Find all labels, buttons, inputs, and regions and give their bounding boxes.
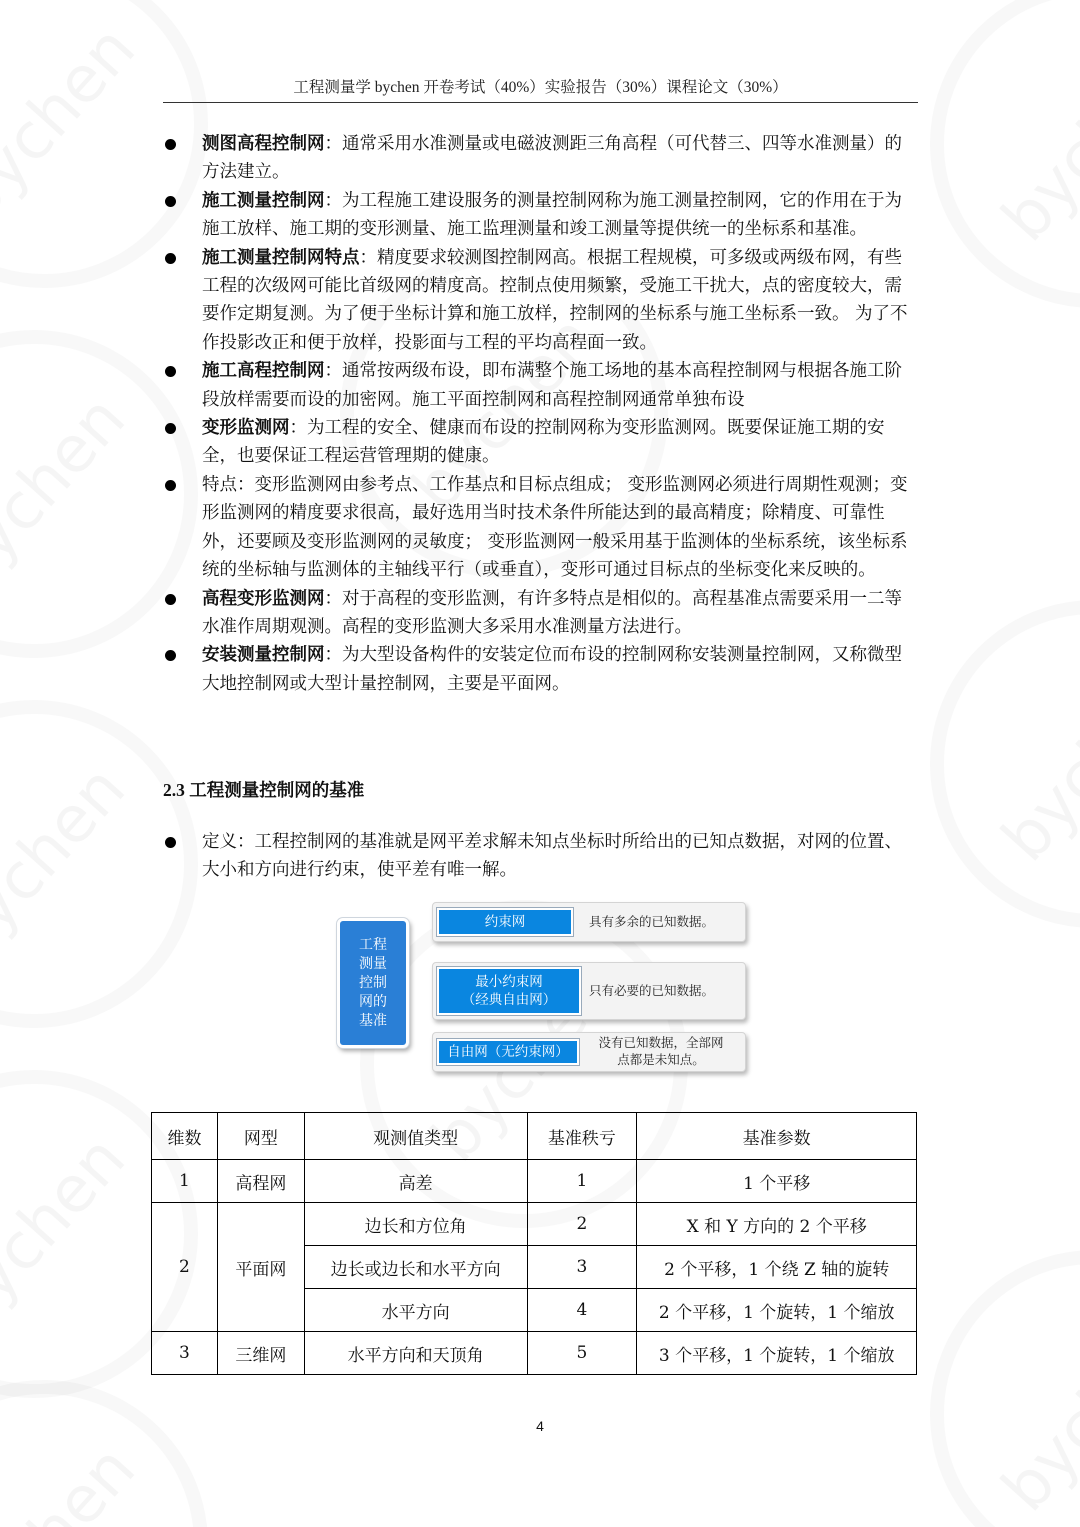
desc-line: 具有多余的已知数据。: [589, 914, 715, 929]
table-cell: 2 个平移，1 个绕 Z 轴的旋转: [637, 1246, 917, 1289]
table-row: [152, 1332, 917, 1375]
diagram-tag: [437, 908, 573, 936]
bullet-dot: [165, 253, 176, 264]
table-cell: 2: [527, 1203, 637, 1246]
desc-line: 只有必要的已知数据。: [589, 983, 715, 998]
bullet-item: [163, 414, 918, 471]
col-header: 基准秩亏: [527, 1113, 637, 1160]
bullet-text: 特点：变形监测网由参考点、工作基点和目标点组成； 变形监测网必须进行周期性观测；变形监测网的精度要求很高，最好选用当时技术条件所能达到的最高精度；除精度、可靠性外，还要顾及变形监测网的灵敏度； 变形监测网一般采用基于监测体的坐标系统，该坐标系统的坐标轴与监测体的主轴线平行（或垂直），变形可通过目标点的坐标变化来反映的。: [202, 474, 908, 581]
table-cell: 3: [527, 1246, 637, 1289]
table-cell: 2 个平移，1 个旋转，1 个缩放: [637, 1289, 917, 1332]
diagram-tag: [437, 967, 581, 1015]
bullet-text: 为工程的安全、健康而布设的控制网称为变形监测网。既要保证施工期的安全，也要保证工程运营管理期的健康。: [202, 418, 885, 467]
table-cell: 4: [527, 1289, 637, 1332]
bullet-sep: ：: [324, 645, 342, 666]
bullet-term: 施工高程控制网: [202, 361, 325, 382]
bullet-term: 高程变形监测网: [202, 588, 325, 609]
desc-line: 点都是未知点。: [617, 1052, 705, 1067]
table-cell: 1 个平移: [637, 1160, 917, 1203]
bullet-item: [163, 130, 918, 187]
table-cell: 1: [527, 1160, 637, 1203]
watermark-text: [988, 1302, 1080, 1526]
col-header: 网型: [217, 1113, 304, 1160]
bullet-dot: [165, 366, 176, 377]
diagram-desc: [589, 982, 714, 999]
table-cell: 三维网: [217, 1332, 304, 1375]
bullet-dot: [165, 650, 176, 661]
table-cell: 边长或边长和水平方向: [304, 1246, 527, 1289]
bullet-text: 通常采用水准测量或电磁波测距三角高程（可代替三、四等水准测量）的方法建立。: [202, 134, 902, 183]
col-header: 基准参数: [637, 1113, 917, 1160]
watermark-text: [0, 382, 140, 606]
bullet-sep: ：: [324, 588, 342, 609]
table-cell: 边长和方位角: [304, 1203, 527, 1246]
bullet-text: 为大型设备构件的安装定位而布设的控制网称安装测量控制网，又称微型大地控制网或大型计量控制网，主要是平面网。: [202, 645, 902, 694]
root-line: 工程: [359, 936, 387, 953]
diagram-row-minimal: [432, 962, 746, 1020]
watermark-text: [0, 1122, 140, 1346]
diagram-root-box: [337, 918, 409, 1048]
bullet-dot: [165, 139, 176, 150]
bullet-text: 为工程施工建设服务的测量控制网称为施工测量控制网，它的作用在于为施工放样、施工期的变形测量、施工监理测量和竣工测量等提供统一的坐标系和基准。: [202, 190, 902, 240]
bullet-sep: ：: [359, 247, 377, 268]
diagram-desc: [589, 913, 714, 930]
bullet-term: 施工测量控制网特点: [202, 247, 360, 268]
section-title: 2.3 工程测量控制网的基准: [163, 780, 365, 800]
bullet-sep: ：: [324, 190, 342, 211]
table-row: [152, 1160, 917, 1203]
header-title: 工程测量学 bychen 开卷考试（40%）实验报告（30%）课程论文（30%）: [293, 79, 788, 96]
bullet-dot: [165, 196, 176, 207]
bullet-sep: ：: [324, 134, 342, 154]
page-header: [163, 78, 918, 103]
table-cell: 水平方向和天顶角: [304, 1332, 527, 1375]
datum-diagram: [337, 898, 749, 1076]
bullet-sep: ：: [324, 361, 342, 382]
diagram-row-free: [432, 1032, 746, 1072]
watermark-text: [0, 12, 150, 236]
col-header: 观测值类型: [304, 1113, 527, 1160]
bullet-dot: [165, 480, 176, 491]
watermark-text: [988, 32, 1080, 256]
bullet-item: [163, 244, 918, 358]
bullet-term: 变形监测网: [202, 418, 290, 439]
root-line: 控制: [359, 974, 387, 991]
diagram-desc: [591, 1034, 731, 1068]
root-line: 基准: [359, 1012, 387, 1029]
bullet-term: 施工测量控制网: [202, 190, 325, 211]
bullet-item: [163, 828, 918, 885]
bullet-text: 通常按两级布设，即布满整个施工场地的基本高程控制网与根据各施工阶段放样需要而设的加密网。施工平面控制网和高程控制网通常单独布设: [202, 361, 902, 410]
table-header-row: [152, 1113, 917, 1160]
bullet-dot: [165, 423, 176, 434]
col-header: 维数: [152, 1113, 218, 1160]
table-cell: 5: [527, 1332, 637, 1375]
datum-table: [151, 1112, 917, 1375]
desc-line: 没有已知数据，全部网: [598, 1035, 724, 1050]
bullet-item: [163, 471, 918, 585]
table-row: [152, 1203, 917, 1246]
table-cell: 3 个平移，1 个旋转，1 个缩放: [637, 1332, 917, 1375]
definition-text: 定义：工程控制网的基准就是网平差求解未知点坐标时所给出的已知点数据，对网的位置、大小和方向进行约束，使平差有唯一解。: [202, 832, 902, 881]
bullet-term: 安装测量控制网: [202, 645, 325, 666]
bullet-dot: [165, 837, 176, 848]
tag-line: （经典自由网）: [461, 992, 557, 1008]
table-cell: 1: [152, 1160, 218, 1203]
bullet-item: [163, 585, 918, 642]
table-cell: 2: [152, 1203, 218, 1332]
root-line: 测量: [359, 955, 387, 972]
bullet-text: 精度要求较测图控制网高。根据工程规模，可多级或两级布网，有些工程的次级网可能比首级网的精度高。控制点使用频繁，受施工干扰大，点的密度较大，需要作定期复测。为了便于坐标计算和施工放样，控制网的坐标系与施工坐标系一致。 为了不作投影改正和便于放样，投影面与工程的平均高程面一致。: [202, 247, 908, 353]
page-number: 4: [536, 1418, 544, 1434]
table-cell: 3: [152, 1332, 218, 1375]
diagram-row-constrained: [432, 902, 746, 942]
tag-line: 自由网（无约束网）: [447, 1044, 569, 1060]
table-cell: 高程网: [217, 1160, 304, 1203]
bullet-item: [163, 187, 918, 244]
bullet-item: [163, 357, 918, 414]
bullet-term: 测图高程控制网: [202, 134, 325, 154]
table-cell: 平面网: [217, 1203, 304, 1332]
table-cell: 水平方向: [304, 1289, 527, 1332]
table-cell: 高差: [304, 1160, 527, 1203]
tag-line: 约束网: [484, 914, 526, 930]
bullet-item: [163, 641, 918, 698]
bullet-sep: ：: [289, 418, 307, 439]
table-cell: X 和 Y 方向的 2 个平移: [637, 1203, 917, 1246]
bullet-dot: [165, 594, 176, 605]
watermark-text: [0, 1432, 150, 1527]
tag-line: 最小约束网: [475, 974, 543, 990]
diagram-tag: [437, 1039, 579, 1065]
bullet-text: 对于高程的变形监测，有许多特点是相似的。高程基准点需要采用一二等水准作周期观测。高程的变形监测大多采用水准测量方法进行。: [202, 588, 902, 637]
bullet-list: [163, 130, 918, 698]
root-line: 网的: [359, 993, 387, 1010]
watermark-text: [988, 652, 1080, 876]
definition-block: [163, 828, 918, 885]
watermark-text: [0, 752, 140, 976]
